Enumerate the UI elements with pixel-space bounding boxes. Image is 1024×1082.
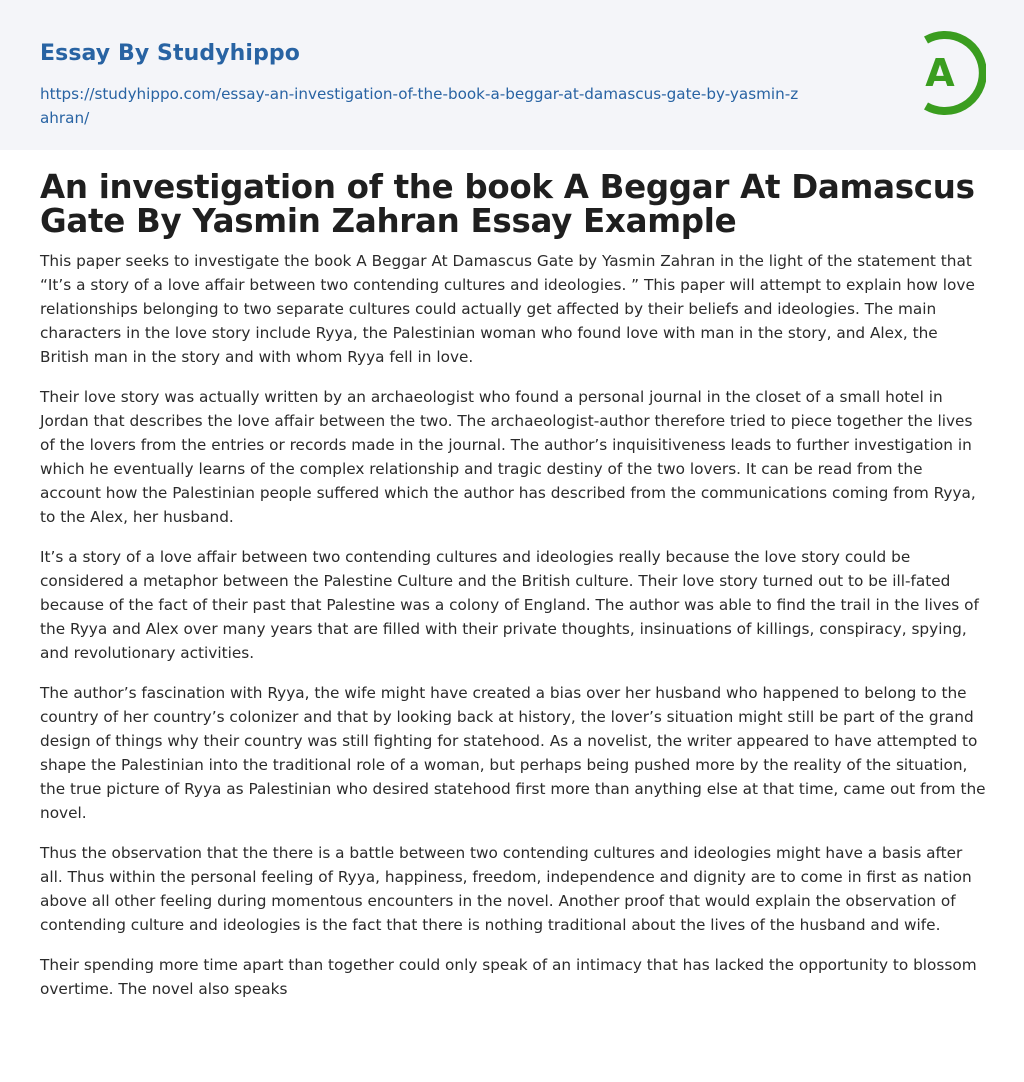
essay-body (40, 249, 988, 1017)
essay-paragraph: Their spending more time apart than together could only speak of an intimacy that has lacked the opportunity to blossom overtime. The novel also speaks (40, 956, 977, 998)
essay-title: An investigation of the book A Beggar At Damascus Gate By Yasmin Zahran Essay Example (40, 168, 975, 240)
site-header (0, 0, 1024, 150)
essay-paragraph: This paper seeks to investigate the book A Beggar At Damascus Gate by Yasmin Zahran in the light of the statement that “It’s a story of a love affair between two contending cultures and ideologies. ” This paper will attempt to explain how love relationships belonging to two separate cultures could actually get affected by their beliefs and ideologies. The main characters in the love story include Ryya, the Palestinian woman who found love with man in the story, and Alex, the British man in the story and with whom Ryya fell in love. (40, 252, 975, 366)
logo-letter: A (925, 51, 955, 95)
site-brand[interactable]: Essay By Studyhippo (40, 41, 300, 66)
source-url-link[interactable]: https://studyhippo.com/essay-an-investigation-of-the-book-a-beggar-at-damascus-gate-by-yasmin-zahran/ (40, 85, 799, 127)
essay-paragraph: Their love story was actually written by an archaeologist who found a personal journal in the closet of a small hotel in Jordan that describes the love affair between the two. The archaeologist-author therefore tried to piece together the lives of the lovers from the entries or records made in the journal. The author’s inquisitiveness leads to further investigation in which he eventually learns of the complex relationship and tragic destiny of the two lovers. It can be read from the account how the Palestinian people suffered which the author has described from the communications coming from Ryya, to the Alex, her husband. (40, 388, 976, 526)
essay-paragraph: Thus the observation that the there is a battle between two contending cultures and ideologies might have a basis after all. Thus within the personal feeling of Ryya, happiness, freedom, independence and dignity are to come in first as nation above all other feeling during momentous encounters in the novel. Another proof that would explain the observation of contending culture and ideologies is the fact that there is nothing traditional about the lives of the husband and wife. (40, 844, 972, 934)
essay-paragraph: It’s a story of a love affair between two contending cultures and ideologies really because the love story could be considered a metaphor between the Palestine Culture and the British culture. Their love story turned out to be ill-fated because of the fact of their past that Palestine was a colony of England. The author was able to find the trail in the lives of the Ryya and Alex over many years that are filled with their private thoughts, insinuations of killings, conspiracy, spying, and revolutionary activities. (40, 548, 979, 662)
essay-paragraph: The author’s fascination with Ryya, the wife might have created a bias over her husband who happened to belong to the country of her country’s colonizer and that by looking back at history, the lover’s situation might still be part of the grand design of things why their country was still fighting for statehood. As a novelist, the writer appeared to have attempted to shape the Palestinian into the traditional role of a woman, but perhaps being pushed more by the reality of the situation, the true picture of Ryya as Palestinian who desired statehood first more than anything else at that time, came out from the novel. (40, 684, 986, 822)
studyhippo-logo-icon[interactable] (906, 30, 986, 116)
